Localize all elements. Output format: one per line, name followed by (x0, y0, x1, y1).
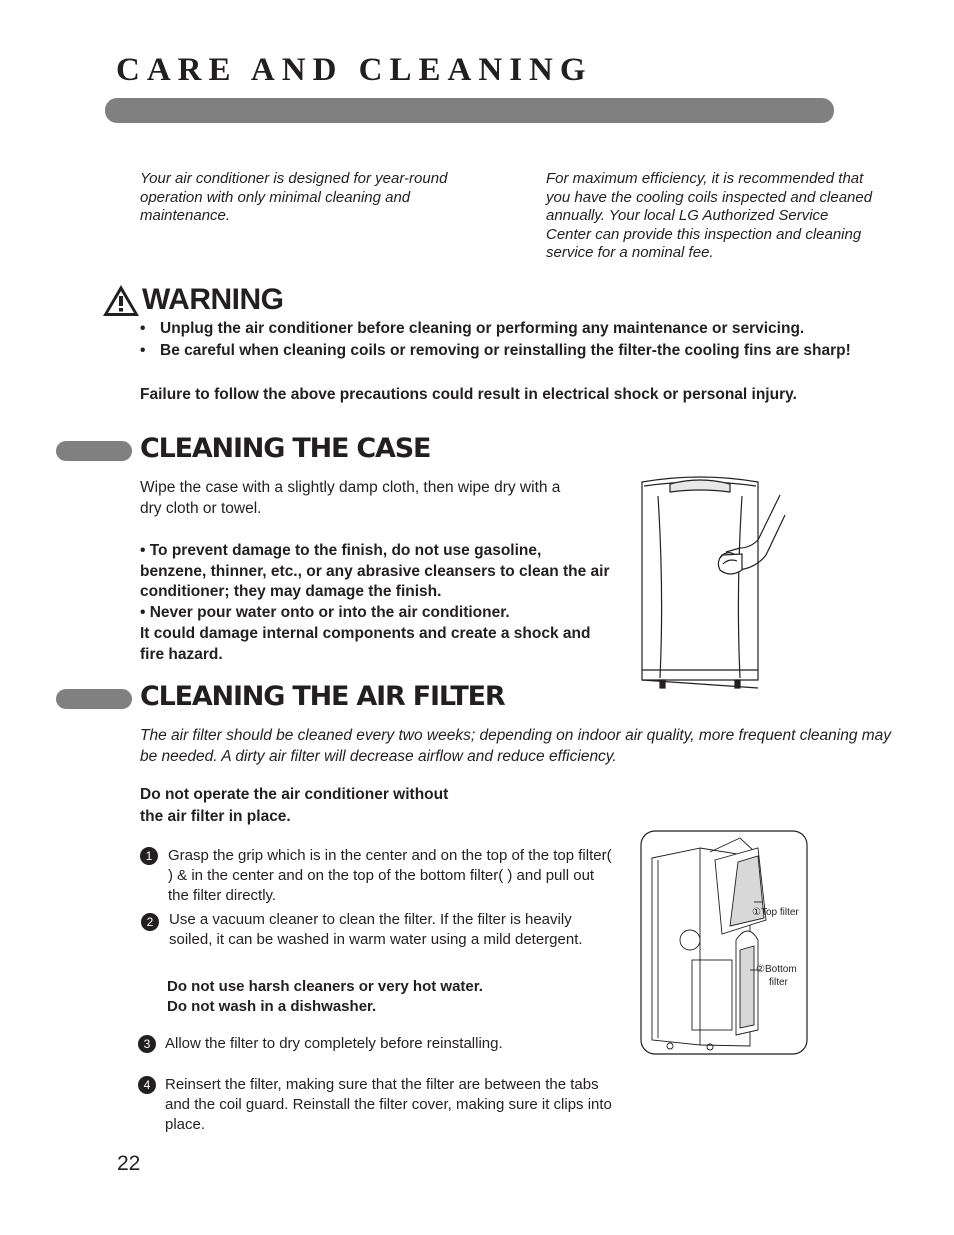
warning-label: WARNING (142, 283, 284, 316)
filter-caution-line: Do not operate the air conditioner without (140, 786, 449, 803)
step-2-warning-line: Do not wash in a dishwasher. (167, 998, 377, 1015)
page-title: CARE AND CLEANING (116, 52, 593, 88)
intro-right-paragraph: For maximum efficiency, it is recommended that you have the cooling coils inspected and cleaned annually. Your local LG Authorized Service Center can provide this inspection and cleaning service for a nominal fee. (546, 170, 873, 261)
warning-heading (102, 283, 284, 317)
step-number-badge: 3 (138, 1035, 156, 1053)
case-caution: It could damage internal components and create a shock and fire hazard. (140, 624, 591, 663)
cleaning-case-heading: CLEANING THE CASE (140, 433, 431, 464)
step-2-warning (167, 977, 587, 1017)
warning-triangle-icon (102, 284, 140, 317)
warning-item-text: Unplug the air conditioner before cleaning or performing any maintenance or servicing. (160, 320, 805, 337)
section-marker-pill (56, 441, 132, 461)
page-number: 22 (117, 1152, 141, 1175)
air-conditioner-wiping-illustration (630, 470, 790, 695)
warning-footer: Failure to follow the above precautions could result in electrical shock or personal injury. (140, 386, 797, 403)
cleaning-case-cautions (140, 541, 610, 665)
bottom-filter-callout: ②Bottom (756, 964, 797, 975)
warning-list (140, 318, 920, 361)
filter-caution (140, 784, 560, 828)
section-marker-pill (56, 689, 132, 709)
bottom-filter-callout: filter (769, 977, 788, 988)
step-number-badge: 2 (141, 913, 159, 931)
title-divider-bar (105, 98, 834, 123)
filter-caution-line: the air filter in place. (140, 808, 291, 825)
filter-removal-diagram (640, 830, 808, 1055)
step-4-text: Reinsert the filter, making sure that the filter are between the tabs and the coil guard. Reinstall the filter cover, making sure it clips into place. (165, 1076, 612, 1133)
step-number-badge: 4 (138, 1076, 156, 1094)
top-filter-callout: ①Top filter (752, 907, 799, 918)
step-2-warning-line: Do not use harsh cleaners or very hot water. (167, 978, 483, 995)
warning-item: • Be careful when cleaning coils or removing or reinstalling the filter-the cooling fins are sharp! (140, 340, 920, 362)
filter-removal-illustration (640, 830, 808, 1055)
step-3-text: Allow the filter to dry completely before reinstalling. (165, 1035, 503, 1052)
cleaning-filter-heading: CLEANING THE AIR FILTER (140, 681, 505, 712)
step-1-text: Grasp the grip which is in the center and on the top of the top filter( ) & in the center and on the top of the bottom filter( ) and pull out the filter directly. (168, 847, 612, 904)
case-caution: • Never pour water onto or into the air conditioner. (140, 604, 510, 622)
cleaning-filter-intro: The air filter should be cleaned every two weeks; depending on indoor air quality, more frequent cleaning may be needed. A dirty air filter will decrease airflow and reduce efficiency. (140, 727, 892, 765)
cleaning-case-description: Wipe the case with a slightly damp cloth, then wipe dry with a dry cloth or towel. (140, 479, 561, 517)
intro-left-paragraph: Your air conditioner is designed for year-round operation with only minimal cleaning and maintenance. (140, 170, 448, 224)
step-2-text: Use a vacuum cleaner to clean the filter. If the filter is heavily soiled, it can be washed in warm water using a mild detergent. (169, 911, 583, 948)
warning-item-text: Be careful when cleaning coils or removing or reinstalling the filter-the cooling fins are sharp! (160, 341, 851, 359)
case-caution: • To prevent damage to the finish, do not use gasoline, benzene, thinner, etc., or any abrasive cleansers to clean the air conditioner; they may damage the finish. (140, 542, 610, 601)
step-number-badge: 1 (140, 847, 158, 865)
warning-item: • Unplug the air conditioner before cleaning or performing any maintenance or servicing. (140, 318, 920, 340)
